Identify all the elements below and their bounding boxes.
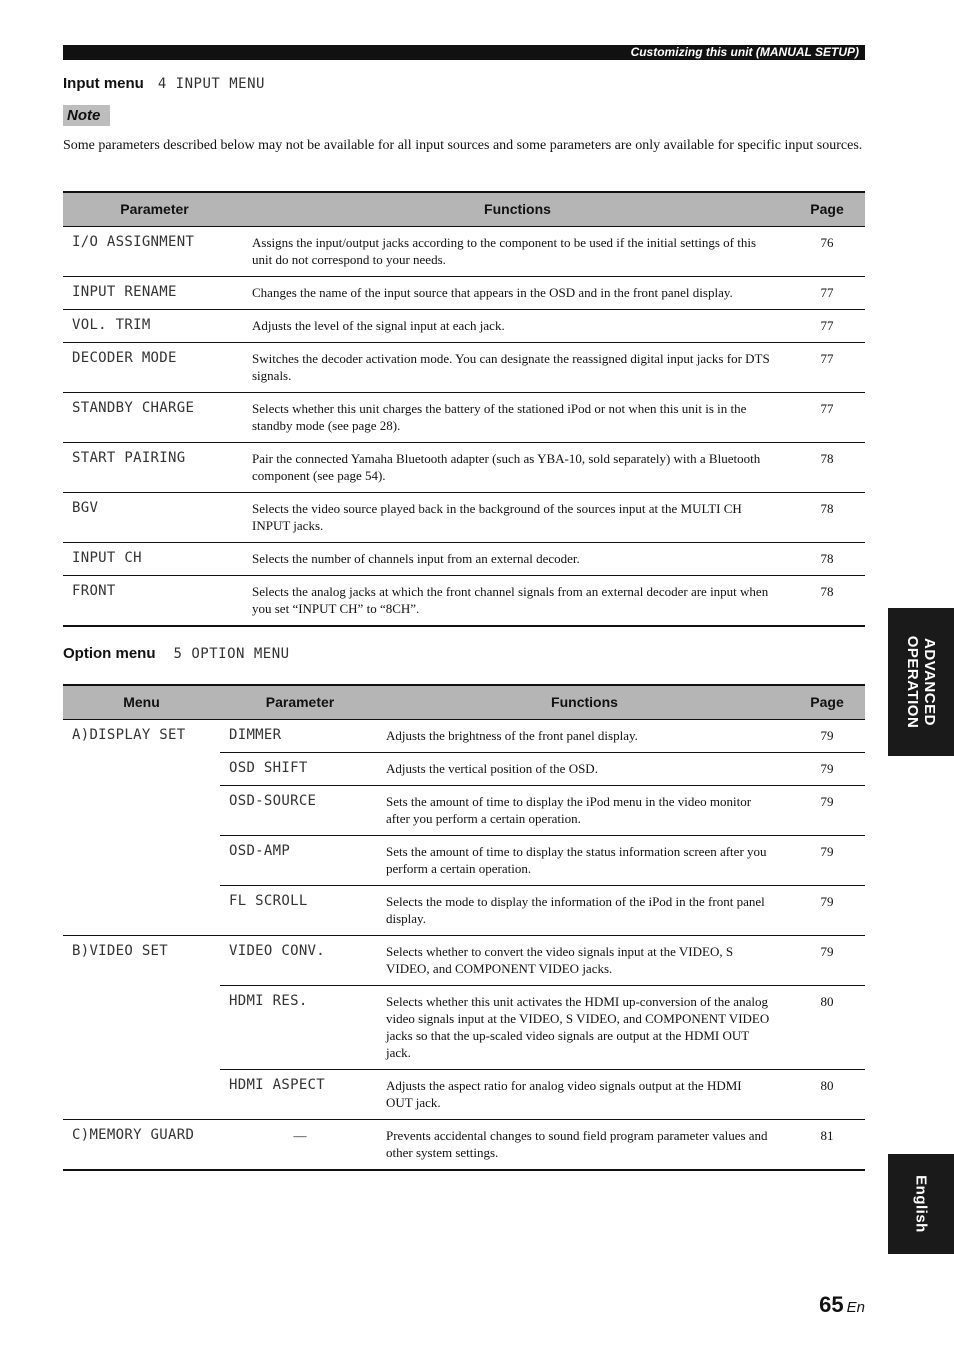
page-cell: 79 bbox=[789, 785, 865, 835]
parameter-cell: BGV bbox=[63, 492, 246, 542]
menu-cell: A)DISPLAY SET bbox=[63, 719, 220, 935]
functions-cell: Switches the decoder activation mode. You can designate the reassigned digital input jacks for DTS signals. bbox=[246, 342, 789, 392]
input-menu-table bbox=[63, 191, 865, 627]
functions-cell: Adjusts the brightness of the front panel display. bbox=[380, 719, 789, 752]
option-menu-heading bbox=[63, 645, 290, 662]
functions-cell: Selects whether to convert the video signals input at the VIDEO, S VIDEO, and COMPONENT VIDEO jacks. bbox=[380, 935, 789, 985]
parameter-cell: VOL. TRIM bbox=[63, 309, 246, 342]
page-cell: 80 bbox=[789, 1069, 865, 1119]
page-cell: 77 bbox=[789, 309, 865, 342]
option-menu-table bbox=[63, 684, 865, 1171]
parameter-cell: OSD SHIFT bbox=[220, 752, 380, 785]
header-bar bbox=[63, 45, 865, 60]
page-cell: 79 bbox=[789, 719, 865, 752]
functions-cell: Sets the amount of time to display the iPod menu in the video monitor after you perform a certain operation. bbox=[380, 785, 789, 835]
functions-cell: Prevents accidental changes to sound field program parameter values and other system settings. bbox=[380, 1119, 789, 1170]
input-menu-heading bbox=[63, 75, 265, 92]
col-header-functions: Functions bbox=[246, 192, 789, 226]
page-cell: 79 bbox=[789, 885, 865, 935]
col-header-page: Page bbox=[789, 192, 865, 226]
table-row bbox=[63, 392, 865, 442]
side-tab-advanced-line1: ADVANCED bbox=[921, 638, 938, 726]
page-cell: 78 bbox=[789, 492, 865, 542]
page-cell: 78 bbox=[789, 442, 865, 492]
functions-cell: Selects the analog jacks at which the front channel signals from an external decoder are input when you set “INPUT CH” to “8CH”. bbox=[246, 575, 789, 626]
parameter-cell: — bbox=[220, 1119, 380, 1170]
functions-cell: Pair the connected Yamaha Bluetooth adapter (such as YBA-10, sold separately) with a Bluetooth component (see page 54). bbox=[246, 442, 789, 492]
parameter-cell: INPUT CH bbox=[63, 542, 246, 575]
side-tab-english bbox=[888, 1154, 954, 1254]
table-row bbox=[63, 442, 865, 492]
parameter-cell: HDMI RES. bbox=[220, 985, 380, 1069]
functions-cell: Sets the amount of time to display the status information screen after you perform a certain operation. bbox=[380, 835, 789, 885]
table-row bbox=[63, 492, 865, 542]
col-header-functions: Functions bbox=[380, 685, 789, 719]
table-row bbox=[63, 575, 865, 626]
functions-cell: Selects the mode to display the information of the iPod in the front panel display. bbox=[380, 885, 789, 935]
header-title: Customizing this unit (MANUAL SETUP) bbox=[630, 45, 859, 59]
parameter-cell: DECODER MODE bbox=[63, 342, 246, 392]
functions-cell: Assigns the input/output jacks according to the component to be used if the initial settings of this unit do not correspond to your needs. bbox=[246, 226, 789, 276]
page-cell: 79 bbox=[789, 935, 865, 985]
page-cell: 79 bbox=[789, 835, 865, 885]
table-row bbox=[63, 719, 865, 752]
table-row bbox=[63, 935, 865, 985]
parameter-cell: FRONT bbox=[63, 575, 246, 626]
page-cell: 79 bbox=[789, 752, 865, 785]
functions-cell: Selects the video source played back in the background of the sources input at the MULTI CH INPUT jacks. bbox=[246, 492, 789, 542]
parameter-cell: INPUT RENAME bbox=[63, 276, 246, 309]
page-cell: 77 bbox=[789, 392, 865, 442]
col-header-menu: Menu bbox=[63, 685, 220, 719]
page-cell: 78 bbox=[789, 542, 865, 575]
col-header-parameter: Parameter bbox=[220, 685, 380, 719]
parameter-cell: STANDBY CHARGE bbox=[63, 392, 246, 442]
side-tab-english-label: English bbox=[912, 1175, 930, 1233]
page-cell: 81 bbox=[789, 1119, 865, 1170]
input-menu-title: Input menu bbox=[63, 75, 144, 92]
page-number-value: 65 bbox=[819, 1292, 844, 1317]
page-cell: 78 bbox=[789, 575, 865, 626]
option-menu-osd: 5 OPTION MENU bbox=[173, 646, 290, 662]
input-menu-osd: 4 INPUT MENU bbox=[157, 76, 265, 92]
functions-cell: Adjusts the aspect ratio for analog video signals output at the HDMI OUT jack. bbox=[380, 1069, 789, 1119]
parameter-cell: HDMI ASPECT bbox=[220, 1069, 380, 1119]
functions-cell: Selects the number of channels input from an external decoder. bbox=[246, 542, 789, 575]
functions-cell: Selects whether this unit charges the battery of the stationed iPod or not when this unit is in the standby mode (see page 28). bbox=[246, 392, 789, 442]
parameter-cell: DIMMER bbox=[220, 719, 380, 752]
table-row bbox=[63, 276, 865, 309]
functions-cell: Selects whether this unit activates the HDMI up-conversion of the analog video signals input at the VIDEO, S VIDEO, and COMPONENT VIDEO jacks so that the up-scaled video signals are output at the HDMI OUT jack. bbox=[380, 985, 789, 1069]
functions-cell: Changes the name of the input source that appears in the OSD and in the front panel display. bbox=[246, 276, 789, 309]
page-cell: 77 bbox=[789, 276, 865, 309]
parameter-cell: OSD-AMP bbox=[220, 835, 380, 885]
table-row bbox=[63, 542, 865, 575]
table-row bbox=[63, 1119, 865, 1170]
page-lang: En bbox=[846, 1299, 865, 1316]
side-tab-advanced-operation bbox=[888, 608, 954, 756]
parameter-cell: VIDEO CONV. bbox=[220, 935, 380, 985]
functions-cell: Adjusts the vertical position of the OSD. bbox=[380, 752, 789, 785]
parameter-cell: FL SCROLL bbox=[220, 885, 380, 935]
table-row bbox=[63, 309, 865, 342]
parameter-cell: START PAIRING bbox=[63, 442, 246, 492]
page-cell: 77 bbox=[789, 342, 865, 392]
page-cell: 80 bbox=[789, 985, 865, 1069]
menu-cell: B)VIDEO SET bbox=[63, 935, 220, 1119]
parameter-cell: I/O ASSIGNMENT bbox=[63, 226, 246, 276]
col-header-page: Page bbox=[789, 685, 865, 719]
page-number bbox=[819, 1292, 865, 1318]
side-tab-advanced-line2: OPERATION bbox=[904, 635, 921, 729]
table-row bbox=[63, 226, 865, 276]
parameter-cell: OSD-SOURCE bbox=[220, 785, 380, 835]
note-text: Some parameters described below may not be available for all input sources and some parameters are only available for specific input sources. bbox=[63, 138, 863, 153]
page-cell: 76 bbox=[789, 226, 865, 276]
note-label: Note bbox=[63, 105, 110, 126]
menu-cell: C)MEMORY GUARD bbox=[63, 1119, 220, 1170]
col-header-parameter: Parameter bbox=[63, 192, 246, 226]
functions-cell: Adjusts the level of the signal input at each jack. bbox=[246, 309, 789, 342]
table-row bbox=[63, 342, 865, 392]
option-menu-title: Option menu bbox=[63, 645, 156, 662]
